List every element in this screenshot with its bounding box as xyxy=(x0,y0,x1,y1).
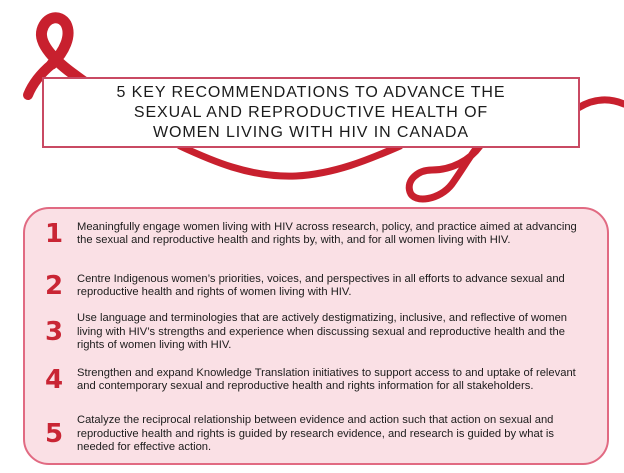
recommendation-number-4: 4 xyxy=(44,365,64,395)
recommendation-text-5: Catalyze the reciprocal relationship between evidence and action such that action on sexual and reproductive health and rights is guided by research evidence, and research is guided by what is needed for effective action. xyxy=(77,414,554,453)
title-line-1: 5 KEY RECOMMENDATIONS TO ADVANCE THE xyxy=(116,83,506,101)
title-box xyxy=(42,77,580,148)
recommendation-text-4: Strengthen and expand Knowledge Translation initiatives to support access to and uptake of relevant and contemporary sexual and reproductive health and rights information for all stakeholders. xyxy=(77,366,576,392)
recommendation-text-2: Centre Indigenous women’s priorities, voices, and perspectives in all efforts to advance sexual and reproductive health and rights of women living with HIV. xyxy=(77,272,565,298)
recommendations-panel xyxy=(23,207,609,465)
ribbon-curl xyxy=(180,146,400,176)
recommendation-number-3: 3 xyxy=(44,317,64,348)
recommendation-number-1: 1 xyxy=(44,219,64,249)
recommendation-3 xyxy=(25,312,607,353)
recommendation-text-1: Meaningfully engage women living with HIV across research, policy, and practice aimed at advancing the sexual and reproductive health and rights by, with, and for all women living with HIV. xyxy=(77,220,577,246)
title-line-2: SEXUAL AND REPRODUCTIVE HEALTH OF xyxy=(133,103,489,121)
recommendation-text-3: Use language and terminologies that are actively destigmatizing, inclusive, and reflective of women living with HIV’s strengths and experience when discussing sexual and reproductive health and the rights of women living with HIV. xyxy=(77,312,568,351)
recommendation-number-2: 2 xyxy=(44,271,64,301)
recommendation-4 xyxy=(25,365,607,395)
ribbon-right-part xyxy=(409,146,480,199)
ribbon-right-streamer xyxy=(578,100,624,108)
recommendation-1 xyxy=(25,219,607,249)
recommendation-2 xyxy=(25,271,607,301)
recommendation-number-5: 5 xyxy=(44,419,64,450)
title-line-3: WOMEN LIVING WITH HIV IN CANADA xyxy=(153,123,469,141)
recommendation-5 xyxy=(25,414,607,455)
